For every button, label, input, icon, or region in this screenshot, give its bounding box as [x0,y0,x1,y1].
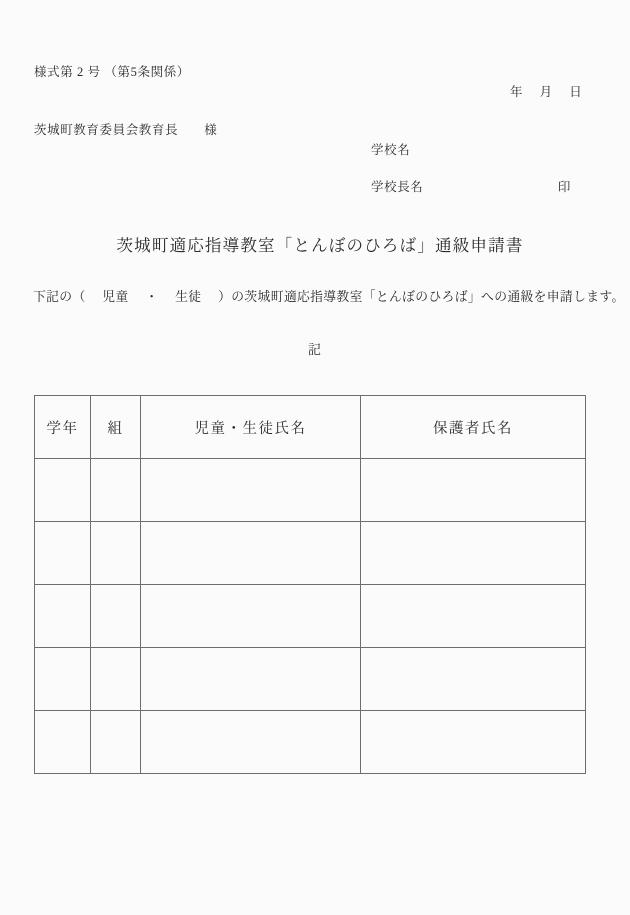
body-sentence: 下記の（ 児童 ・ 生徒 ）の茨城町適応指導教室「とんぼのひろば」への通級を申請します。 [33,290,625,304]
table-row [35,711,586,774]
form-number: 様式第 2 号 （第5条関係） [34,65,190,79]
cell-grade[interactable] [35,711,91,774]
cell-grade[interactable] [35,585,91,648]
cell-class[interactable] [91,585,141,648]
principal-name-label: 学校長名 [371,180,424,194]
cell-guardian[interactable] [361,648,586,711]
cell-grade[interactable] [35,459,91,522]
cell-guardian[interactable] [361,711,586,774]
cell-student[interactable] [141,585,361,648]
cell-guardian[interactable] [361,459,586,522]
cell-guardian[interactable] [361,522,586,585]
table-row [35,522,586,585]
ki-marker: 記 [307,342,322,357]
cell-class[interactable] [91,459,141,522]
cell-student[interactable] [141,711,361,774]
table-row [35,648,586,711]
column-header-class: 組 [91,396,141,459]
column-header-guardian: 保護者氏名 [361,396,586,459]
table-row [35,585,586,648]
cell-student[interactable] [141,459,361,522]
principal-name-row [371,181,571,194]
addressee-line: 茨城町教育委員会教育長 様 [34,123,218,137]
cell-class[interactable] [91,711,141,774]
table-row [35,459,586,522]
cell-grade[interactable] [35,648,91,711]
page-title: 茨城町適応指導教室「とんぼのひろば」通級申請書 [116,236,524,255]
table-header-row [35,396,586,459]
seal-label: 印 [557,180,571,194]
applicant-table [34,395,586,774]
date-line: 年 月 日 [510,85,583,99]
cell-student[interactable] [141,648,361,711]
cell-class[interactable] [91,648,141,711]
column-header-grade: 学年 [35,396,91,459]
cell-class[interactable] [91,522,141,585]
cell-guardian[interactable] [361,585,586,648]
column-header-student: 児童・生徒氏名 [141,396,361,459]
cell-student[interactable] [141,522,361,585]
school-name-label: 学校名 [371,143,411,157]
cell-grade[interactable] [35,522,91,585]
